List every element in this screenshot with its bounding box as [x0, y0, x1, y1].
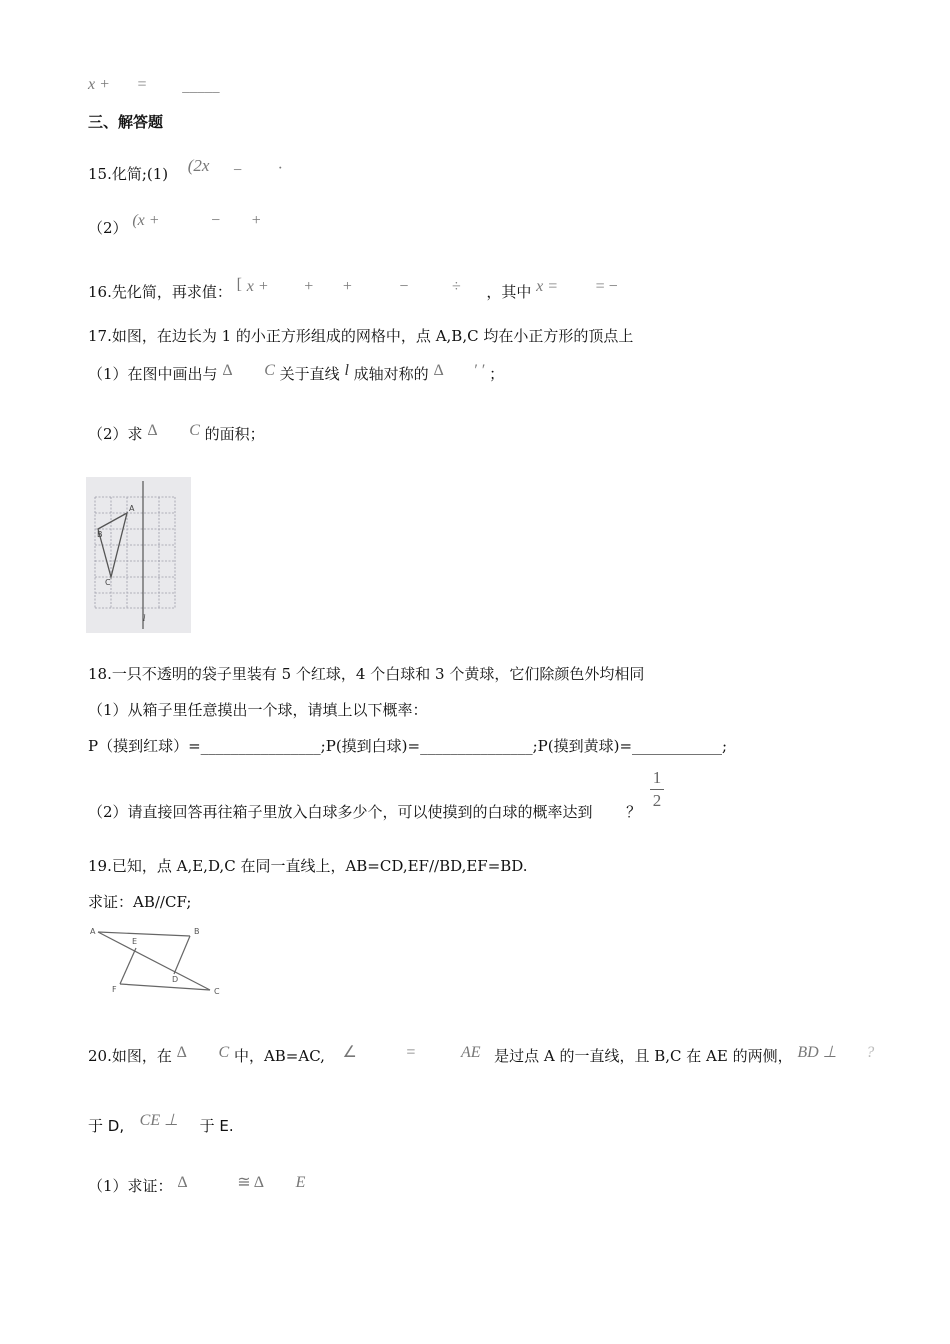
q18-end: ;	[722, 737, 728, 755]
q18-probabilities	[88, 736, 727, 756]
q16-tail: = −	[595, 278, 618, 295]
q18-p-red: P（摸到红球）=	[88, 737, 201, 755]
q18-frac-den: 2	[652, 791, 662, 810]
q17-p1-delta: Δ	[222, 362, 233, 379]
q16-bracket: [	[236, 276, 242, 293]
top-expr-left: x +	[88, 76, 110, 93]
section-title: 三、解答题	[88, 113, 164, 131]
q20-mid: 中，AB=AC,	[233, 1047, 325, 1065]
q16-e3: +	[342, 278, 352, 295]
q17-p1-c: C	[264, 362, 275, 379]
q20-p1-prefix: （1）求证：	[88, 1177, 173, 1195]
q16-e5: ÷	[452, 278, 461, 295]
q18-blank-red: ________________	[200, 737, 321, 755]
q16-e1: x +	[246, 278, 269, 295]
q16-x-eq: x =	[536, 278, 559, 295]
q16-line	[88, 276, 618, 303]
q16-label: 16.先化简，再求值：	[88, 283, 232, 301]
q20-delta: Δ	[176, 1044, 187, 1061]
label-b: B	[97, 530, 103, 539]
q18-blank-yellow: ____________	[632, 737, 723, 755]
q20-line1	[88, 1046, 874, 1067]
label-f: F	[112, 985, 117, 994]
q17-p1-primes: ′ ′	[473, 362, 485, 379]
q15-part2-label: （2）	[88, 219, 128, 237]
label-b: B	[194, 927, 200, 936]
q20-line2-end: 于 E.	[199, 1117, 234, 1135]
q17-p2-end: 的面积；	[204, 425, 265, 443]
q17-p1-end: ；	[489, 365, 505, 383]
q17-p2-delta: Δ	[147, 422, 158, 439]
q20-eq: =	[406, 1044, 416, 1061]
q17-stem: 17.如图，在边长为 1 的小正方形组成的网格中，点 A,B,C 均在小正方形的顶点上	[88, 327, 634, 345]
q18-part2	[88, 802, 641, 822]
q20-c: C	[218, 1044, 230, 1061]
q20-prefix: 20.如图，在	[88, 1047, 172, 1065]
segment-ef	[120, 948, 136, 984]
q18-fraction	[650, 768, 664, 811]
q20-angle: ∠	[342, 1044, 357, 1061]
q20-p1-cong: ≅ Δ	[237, 1174, 264, 1191]
q17-p1-prefix: （1）在图中画出与	[88, 365, 218, 383]
segment-ab	[98, 932, 190, 936]
label-c: C	[105, 578, 111, 587]
q18-p-white: ;P(摸到白球)=	[320, 737, 421, 755]
q15-line1	[88, 156, 283, 185]
label-d: D	[172, 975, 179, 984]
q20-ae: AE	[460, 1044, 481, 1061]
q15-line2	[88, 212, 261, 239]
q20-text2: 是过点 A 的一直线，且 B,C 在 AE 的两侧，	[494, 1047, 793, 1065]
q18-frac-bar	[650, 789, 664, 790]
q20-part1	[88, 1176, 305, 1197]
q17-part1	[88, 364, 504, 385]
segment-bd	[174, 936, 190, 974]
q15-dot: ·	[277, 160, 283, 177]
q19-prove: 求证：AB//CF;	[88, 893, 192, 911]
q18-blank-white: _______________	[420, 737, 533, 755]
q16-e4: −	[399, 278, 409, 295]
q15-expr1-tail: −	[233, 162, 243, 179]
q17-p1-delta2: Δ	[433, 362, 444, 379]
q17-p1-mid: 关于直线	[279, 365, 340, 383]
q20-line2	[88, 1112, 234, 1137]
segment-fc	[120, 984, 210, 990]
q17-part2	[88, 424, 265, 445]
q17-p1-l: l	[344, 362, 349, 379]
q20-ce: CE ⊥	[139, 1112, 179, 1129]
top-blank: _____	[182, 75, 220, 93]
q17-grid-figure	[86, 477, 191, 633]
label-a: A	[90, 927, 96, 936]
q17-p2-c: C	[189, 422, 200, 439]
q20-p1-delta: Δ	[177, 1174, 188, 1191]
q16-e2: +	[304, 278, 314, 295]
q15-expr2: (x +	[132, 212, 160, 229]
q18-frac-num: 1	[652, 768, 662, 787]
q15-label: 15.化简;(1)	[88, 165, 169, 183]
q15-expr2-tail2: +	[251, 212, 261, 229]
label-l: l	[143, 614, 146, 623]
q15-expr1: (2x	[187, 156, 210, 175]
top-expression	[88, 74, 220, 95]
q19-figure	[86, 922, 226, 998]
label-c: C	[214, 987, 220, 996]
q18-q: ？	[626, 803, 642, 821]
q20-line2-prefix: 于 D,	[88, 1117, 125, 1135]
q17-p2-prefix: （2）求	[88, 425, 143, 443]
q18-p-yellow: ;P(摸到黄球)=	[532, 737, 633, 755]
q19-stem: 19.已知，点 A,E,D,C 在同一直线上，AB=CD,EF//BD,EF=BD.	[88, 857, 528, 875]
q18-part1: （1）从箱子里任意摸出一个球，请填上以下概率：	[88, 701, 428, 719]
top-equals: =	[137, 76, 147, 93]
q15-expr2-tail1: −	[211, 212, 221, 229]
q20-cut: ?	[866, 1044, 875, 1061]
q20-bd: BD ⊥	[797, 1044, 837, 1061]
label-e: E	[132, 937, 138, 946]
q16-where: ，其中	[486, 283, 532, 301]
q20-p1-e: E	[295, 1174, 306, 1191]
q17-p1-after: 成轴对称的	[353, 365, 429, 383]
q18-p2-text: （2）请直接回答再往箱子里放入白球多少个，可以使摸到的白球的概率达到	[88, 803, 593, 821]
q18-stem: 18.一只不透明的袋子里装有 5 个红球，4 个白球和 3 个黄球，它们除颜色外均相同	[88, 665, 645, 683]
label-a: A	[129, 504, 135, 513]
segment-ac	[98, 932, 210, 990]
